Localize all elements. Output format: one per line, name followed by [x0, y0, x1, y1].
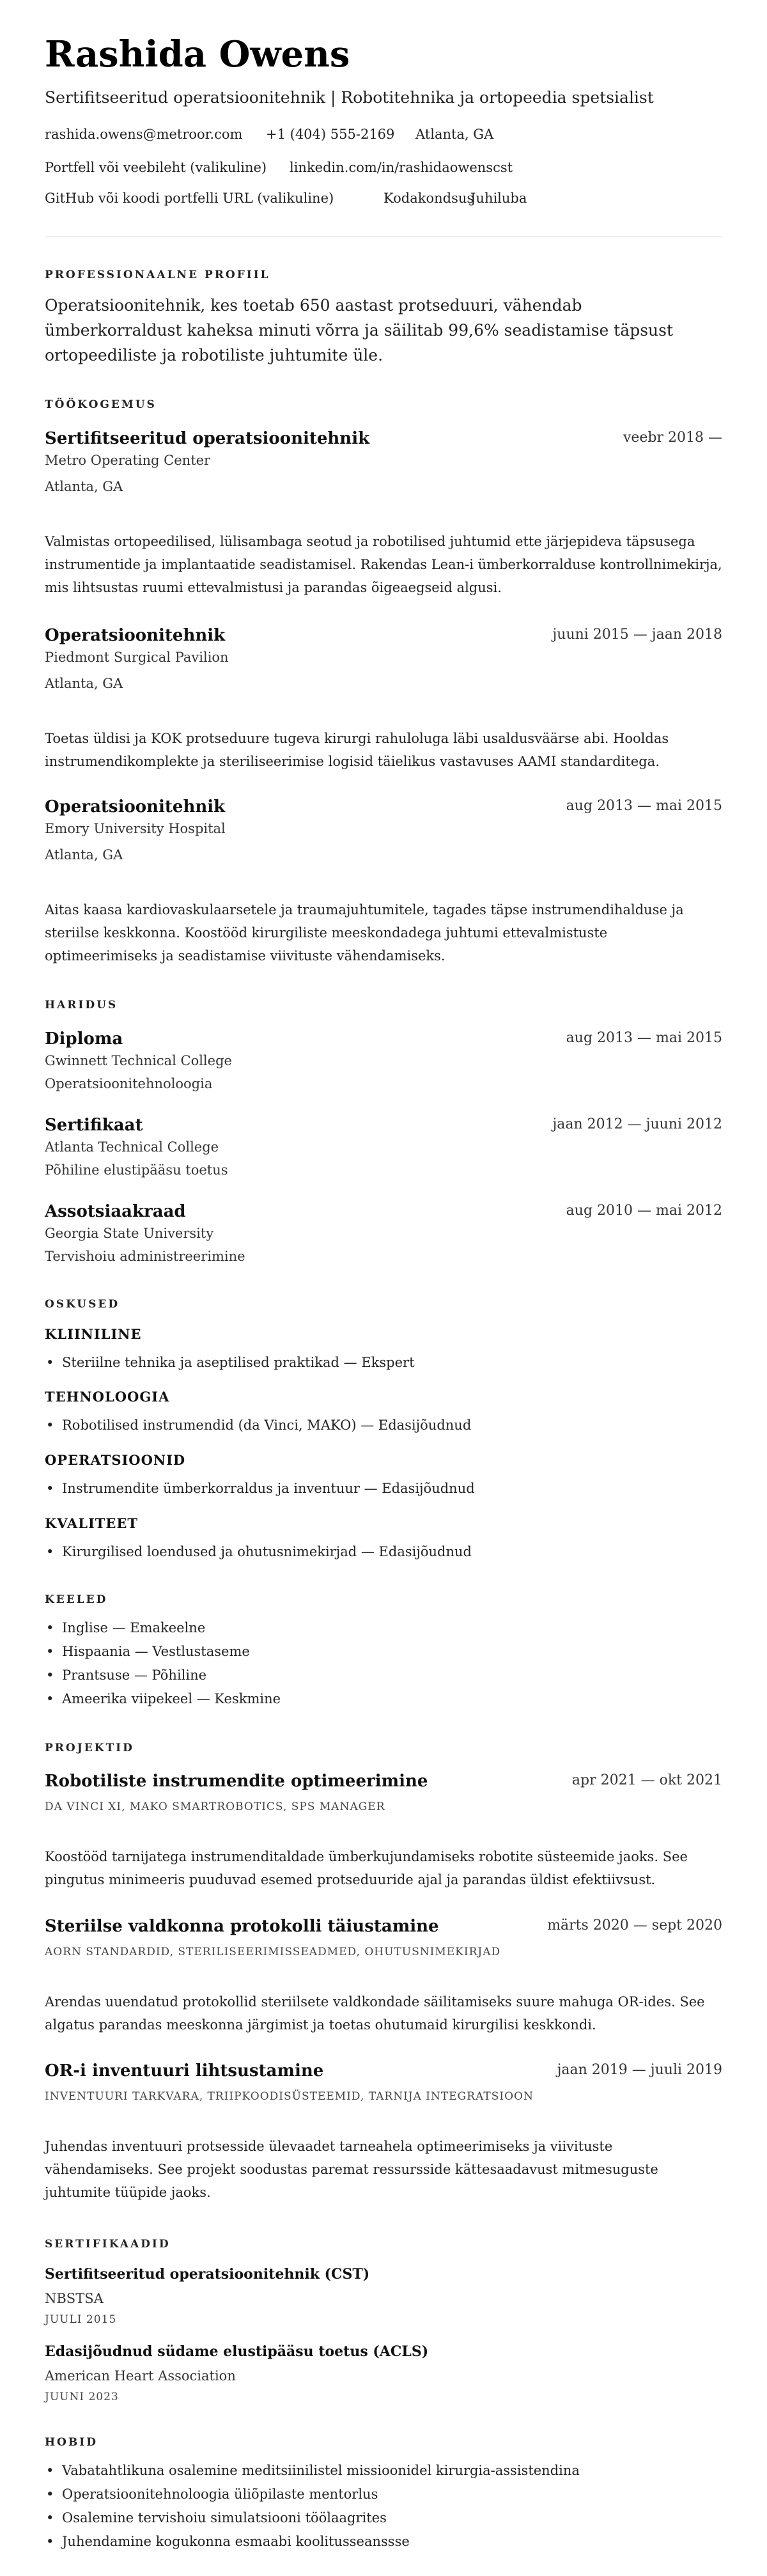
project-title: Robotiliste instrumendite optimeerimine [45, 1772, 428, 1791]
project-title: Steriilse valdkonna protokolli täiustamine [45, 1917, 439, 1936]
candidate-name: Rashida Owens [45, 33, 350, 75]
github-link[interactable]: GitHub või koodi portfelli URL (valikuline) [45, 191, 334, 206]
project-tech: AORN STANDARDID, STERILISEERIMISSEADMED, OHUTUSNIMEKIRJAD [45, 1946, 501, 1958]
project-description: Arendas uuendatud protokollid steriilsete valdkondade säilitamiseks suure mahuga OR-ides. See algatus parandas meeskonna järgimist ja toetas ohutumaid kirurgilisi keskkondi. [45, 1994, 705, 2033]
field-of-study: Tervishoiu administreerimine [45, 1249, 245, 1264]
skill-item: • Kirurgilised loendused ja ohutusnimekirjad — Edasijõudnud [62, 1544, 472, 1559]
project-date: apr 2021 — okt 2021 [571, 1772, 722, 1788]
cert-name: Sertifitseeritud operatsioonitehnik (CST) [45, 2266, 370, 2283]
degree-date: aug 2010 — mai 2012 [566, 1203, 722, 1219]
degree-title: Sertifikaat [45, 1116, 143, 1135]
experience-heading: TÖÖKOGEMUS [45, 398, 157, 411]
skills-heading: OSKUSED [45, 1298, 120, 1311]
degree-date: jaan 2012 — juuni 2012 [552, 1116, 722, 1132]
cert-name: Edasijõudnud südame elustipääsu toetus (ACLS) [45, 2343, 429, 2360]
job-location: Atlanta, GA [45, 847, 123, 863]
skill-category: TEHNOLOOGIA [45, 1389, 170, 1405]
cert-date: JUUNI 2023 [45, 2391, 119, 2403]
linkedin-link[interactable]: linkedin.com/in/rashidaowenscst [290, 160, 513, 175]
citizenship-value: Juhiluba [470, 191, 527, 206]
job-description: Toetas üldisi ja KOK protseduure tugeva kirurgi rahuloluga läbi usaldusväärse abi. Hooldas instrumendikomplekte ja steriliseerimise logisid täielikus vastavuses AAMI standarditega. [45, 731, 669, 769]
project-title: OR-i inventuuri lihtsustamine [45, 2061, 324, 2080]
field-of-study: Operatsioonitehnoloogia [45, 1076, 213, 1091]
job-org: Metro Operating Center [45, 453, 211, 468]
school-name: Atlanta Technical College [45, 1139, 219, 1155]
language-item: • Hispaania — Vestlustaseme [62, 1644, 250, 1659]
project-description: Koostööd tarnijatega instrumenditaldade ümberkujundamiseks robotite süsteemide jaoks. See pingutus minimeeris puuduvad esemed protseduuride ajal ja parandas üldist efektiivsust. [45, 1849, 688, 1887]
degree-title: Assotsiaakraad [45, 1202, 186, 1221]
project-date: jaan 2019 — juuli 2019 [557, 2062, 722, 2078]
hobby-item: • Vabatahtlikuna osalemine meditsiinilistel missioonidel kirurgia-assistendina [62, 2463, 580, 2478]
cert-issuer: NBSTSA [45, 2291, 104, 2306]
field-of-study: Põhiline elustipääsu toetus [45, 1162, 228, 1178]
job-org: Piedmont Surgical Pavilion [45, 650, 229, 665]
phone-text: +1 (404) 555-2169 [266, 127, 395, 142]
cert-issuer: American Heart Association [45, 2368, 236, 2384]
degree-date: aug 2013 — mai 2015 [566, 1030, 722, 1046]
projects-heading: PROJEKTID [45, 1742, 134, 1754]
skill-category: OPERATSIOONID [45, 1452, 186, 1468]
citizenship-label: Kodakondsus [384, 191, 474, 206]
language-item: • Ameerika viipekeel — Keskmine [62, 1691, 281, 1706]
job-location: Atlanta, GA [45, 479, 123, 494]
job-location: Atlanta, GA [45, 676, 123, 691]
education-heading: HARIDUS [45, 999, 118, 1011]
job-title: Operatsioonitehnik [45, 626, 226, 645]
hobby-item: • Osalemine tervishoiu simulatsiooni töölaagrites [62, 2510, 387, 2525]
skill-category: KLIINILINE [45, 1326, 142, 1342]
degree-title: Diploma [45, 1029, 123, 1049]
certifications-heading: SERTIFIKAADID [45, 2238, 171, 2251]
skill-item: • Steriilne tehnika ja aseptilised praktikad — Ekspert [62, 1355, 415, 1370]
job-description: Aitas kaasa kardiovaskulaarsetele ja traumajuhtumitele, tagades täpse instrumendihalduse ja steriilse keskkonna. Koostööd kirurgiliste meeskondadega juhtumi ettevalmistuste optimeerimiseks ja seadistamise viivituste vähendamiseks. [45, 902, 684, 964]
project-description: Juhendas inventuuri protsesside ülevaadet tarneahela optimeerimiseks ja viivituste vähendamiseks. See projekt soodustas paremat ressursside kättesaadavust mitmesuguste juhtumite tüüpide jaoks. [45, 2139, 658, 2200]
language-item: • Inglise — Emakeelne [62, 1620, 205, 1635]
candidate-headline: Sertifitseeritud operatsioonitehnik | Robotitehnika ja ortopeedia spetsialist [45, 88, 654, 107]
skill-item: • Instrumendite ümberkorraldus ja inventuur — Edasijõudnud [62, 1481, 475, 1496]
job-date: veebr 2018 — [623, 430, 722, 446]
profile-summary: Operatsioonitehnik, kes toetab 650 aastast protseduuri, vähendab ümberkorraldust kaheksa minuti võrra ja säilitab 99,6% seadistamise täpsust ortopeediliste ja robotiliste juhtumite üle. [45, 296, 674, 364]
job-date: juuni 2015 — jaan 2018 [552, 627, 722, 643]
job-date: aug 2013 — mai 2015 [566, 798, 722, 814]
job-title: Operatsioonitehnik [45, 797, 226, 816]
portfolio-link[interactable]: Portfell või veebileht (valikuline) [45, 160, 267, 175]
project-date: märts 2020 — sept 2020 [547, 1917, 722, 1933]
job-title: Sertifitseeritud operatsioonitehnik [45, 429, 370, 448]
project-tech: INVENTUURI TARKVARA, TRIIPKOODISÜSTEEMID, TARNIJA INTEGRATSIOON [45, 2090, 534, 2103]
school-name: Georgia State University [45, 1226, 214, 1241]
languages-heading: KEELED [45, 1593, 108, 1606]
hobby-item: • Juhendamine kogukonna esmaabi koolitusseanssse [62, 2534, 410, 2549]
hobbies-heading: HOBID [45, 2436, 98, 2449]
skill-category: KVALITEET [45, 1515, 139, 1531]
email-link[interactable]: rashida.owens@metroor.com [45, 127, 243, 142]
cert-date: JUULI 2015 [45, 2313, 117, 2326]
hobby-item: • Operatsioonitehnoloogia üliõpilaste mentorlus [62, 2486, 378, 2502]
skill-item: • Robotilised instrumendid (da Vinci, MAKO) — Edasijõudnud [62, 1417, 471, 1433]
school-name: Gwinnett Technical College [45, 1053, 232, 1068]
language-item: • Prantsuse — Põhiline [62, 1667, 206, 1683]
job-description: Valmistas ortopeedilised, lülisambaga seotud ja robotilised juhtumid ette järjepideva täpsusega instrumentide ja implantaatide seadistamisel. Rakendas Lean-i ümberkorralduse kontrollnimekirja, mis lihtsustas ruumi ettevalmistusi ja parandas õigeaegseid algusi. [45, 534, 722, 595]
job-org: Emory University Hospital [45, 821, 226, 836]
location-text: Atlanta, GA [415, 127, 494, 142]
project-tech: DA VINCI XI, MAKO SMARTROBOTICS, SPS MANAGER [45, 1800, 385, 1813]
profile-heading: PROFESSIONAALNE PROFIIL [45, 269, 270, 281]
